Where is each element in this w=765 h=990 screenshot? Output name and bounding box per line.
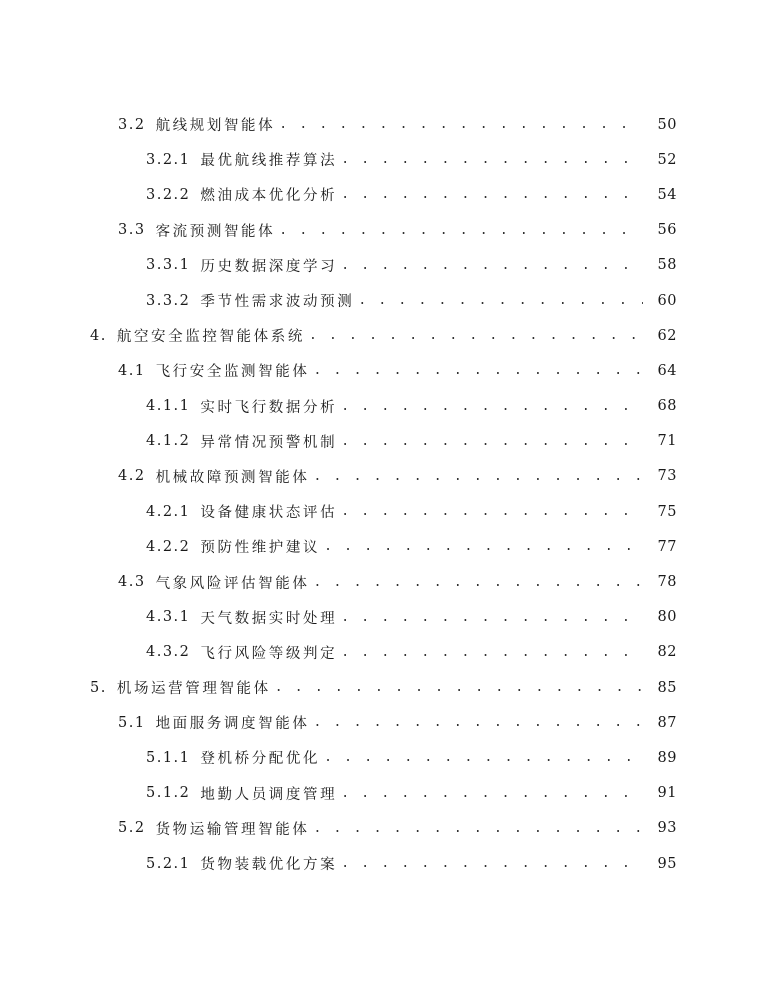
- toc-dot-leader: [313, 469, 643, 484]
- toc-entry-page: 50: [657, 116, 677, 133]
- toc-dot-leader: [341, 786, 643, 801]
- toc-dot-leader: [341, 504, 643, 519]
- toc-entry-title: 飞行安全监测智能体: [155, 364, 310, 381]
- toc-dot-leader: [324, 539, 643, 554]
- toc-dot-leader: [341, 610, 643, 625]
- toc-entry-title: 异常情况预警机制: [200, 434, 338, 451]
- toc-entry-title: 货物运输管理智能体: [155, 821, 310, 838]
- toc-entry-title: 客流预测智能体: [155, 223, 276, 240]
- toc-entry-title: 地勤人员调度管理: [200, 786, 338, 803]
- toc-entry[interactable]: [0, 529, 765, 564]
- toc-entry-title: 天气数据实时处理: [200, 610, 338, 627]
- toc-entry-page: 93: [657, 820, 677, 837]
- toc-entry[interactable]: [0, 811, 765, 846]
- toc-entry-page: 77: [657, 538, 677, 555]
- toc-dot-leader: [309, 328, 643, 343]
- toc-entry-number: 4.1: [118, 362, 146, 379]
- toc-dot-leader: [313, 363, 643, 378]
- toc-entry-number: 5.2.1: [146, 855, 191, 872]
- toc-dot-leader: [341, 258, 643, 273]
- toc-entry-page: 60: [657, 292, 677, 309]
- toc-entry[interactable]: [0, 424, 765, 459]
- toc-entry-title: 机场运营管理智能体: [116, 681, 271, 698]
- toc-entry-page: 91: [657, 785, 677, 802]
- toc-dot-leader: [313, 575, 643, 590]
- toc-dot-leader: [341, 856, 643, 871]
- toc-entry-title: 航线规划智能体: [155, 118, 276, 135]
- toc-entry-title: 货物装载优化方案: [200, 857, 338, 874]
- toc-entry-number: 4.: [90, 327, 107, 344]
- toc-dot-leader: [275, 680, 643, 695]
- toc-entry[interactable]: [0, 600, 765, 635]
- toc-dot-leader: [279, 117, 643, 132]
- toc-entry-title: 地面服务调度智能体: [155, 716, 310, 733]
- toc-entry-number: 3.3.1: [146, 257, 191, 274]
- toc-entry-page: 73: [657, 468, 677, 485]
- toc-entry-page: 68: [657, 398, 677, 415]
- toc-entry[interactable]: [0, 494, 765, 529]
- toc-dot-leader: [324, 750, 643, 765]
- toc-entry-page: 64: [657, 362, 677, 379]
- toc-entry-title: 设备健康状态评估: [200, 505, 338, 522]
- toc-entry-title: 燃油成本优化分析: [200, 188, 338, 205]
- toc-dot-leader: [341, 434, 643, 449]
- toc-entry-page: 75: [657, 503, 677, 520]
- toc-entry[interactable]: [0, 564, 765, 599]
- toc-entry-page: 56: [657, 222, 677, 239]
- toc-entry-page: 62: [657, 327, 677, 344]
- toc-dot-leader: [341, 399, 643, 414]
- toc-entry-number: 4.2.2: [146, 538, 191, 555]
- toc-entry-number: 5.: [90, 679, 107, 696]
- toc-dot-leader: [313, 715, 643, 730]
- toc-entry[interactable]: [0, 213, 765, 248]
- toc-dot-leader: [341, 645, 643, 660]
- toc-entry-number: 5.2: [118, 820, 146, 837]
- toc-entry-number: 3.3: [118, 222, 146, 239]
- toc-entry-number: 4.3: [118, 574, 146, 591]
- toc-dot-leader: [358, 293, 643, 308]
- toc-entry-title: 季节性需求波动预测: [200, 294, 355, 311]
- toc-entry-number: 3.2.2: [146, 186, 191, 203]
- toc-entry[interactable]: [0, 776, 765, 811]
- toc-entry[interactable]: [0, 107, 765, 142]
- toc-dot-leader: [341, 187, 643, 202]
- toc-entry-page: 87: [657, 714, 677, 731]
- toc-entry[interactable]: [0, 705, 765, 740]
- toc-entry[interactable]: [0, 177, 765, 212]
- toc-entry[interactable]: [0, 318, 765, 353]
- toc-entry-page: 71: [657, 433, 677, 450]
- toc-entry[interactable]: [0, 670, 765, 705]
- toc-entry-title: 机械故障预测智能体: [155, 469, 310, 486]
- toc-entry-title: 实时飞行数据分析: [200, 399, 338, 416]
- table-of-contents: [0, 107, 765, 881]
- toc-entry-number: 4.2.1: [146, 503, 191, 520]
- toc-entry-title: 预防性维护建议: [200, 540, 321, 557]
- toc-entry-number: 5.1.1: [146, 749, 191, 766]
- toc-entry-page: 80: [657, 609, 677, 626]
- toc-entry-number: 4.1.1: [146, 398, 191, 415]
- toc-entry-page: 82: [657, 644, 677, 661]
- toc-entry[interactable]: [0, 635, 765, 670]
- toc-entry-title: 登机桥分配优化: [200, 751, 321, 768]
- toc-entry[interactable]: [0, 353, 765, 388]
- toc-entry-number: 5.1.2: [146, 785, 191, 802]
- toc-dot-leader: [279, 223, 643, 238]
- toc-entry-page: 78: [657, 574, 677, 591]
- toc-entry[interactable]: [0, 740, 765, 775]
- toc-entry-number: 3.2.1: [146, 151, 191, 168]
- toc-entry[interactable]: [0, 142, 765, 177]
- toc-entry-number: 3.2: [118, 116, 146, 133]
- toc-entry-title: 气象风险评估智能体: [155, 575, 310, 592]
- toc-entry-page: 54: [657, 186, 677, 203]
- toc-dot-leader: [341, 152, 643, 167]
- toc-entry[interactable]: [0, 459, 765, 494]
- toc-entry-number: 5.1: [118, 714, 146, 731]
- toc-entry-page: 95: [657, 855, 677, 872]
- toc-entry-number: 4.1.2: [146, 433, 191, 450]
- toc-entry[interactable]: [0, 248, 765, 283]
- toc-entry-title: 航空安全监控智能体系统: [116, 329, 305, 346]
- toc-entry-page: 85: [657, 679, 677, 696]
- toc-entry-page: 89: [657, 749, 677, 766]
- toc-dot-leader: [313, 821, 643, 836]
- toc-entry-title: 历史数据深度学习: [200, 258, 338, 275]
- toc-entry[interactable]: [0, 283, 765, 318]
- toc-entry-title: 最优航线推荐算法: [200, 153, 338, 170]
- toc-entry-number: 4.3.1: [146, 609, 191, 626]
- toc-entry-page: 58: [657, 257, 677, 274]
- toc-entry-page: 52: [657, 151, 677, 168]
- toc-entry-number: 3.3.2: [146, 292, 191, 309]
- toc-entry[interactable]: [0, 389, 765, 424]
- toc-entry-number: 4.2: [118, 468, 146, 485]
- toc-entry[interactable]: [0, 846, 765, 881]
- toc-entry-title: 飞行风险等级判定: [200, 645, 338, 662]
- toc-entry-number: 4.3.2: [146, 644, 191, 661]
